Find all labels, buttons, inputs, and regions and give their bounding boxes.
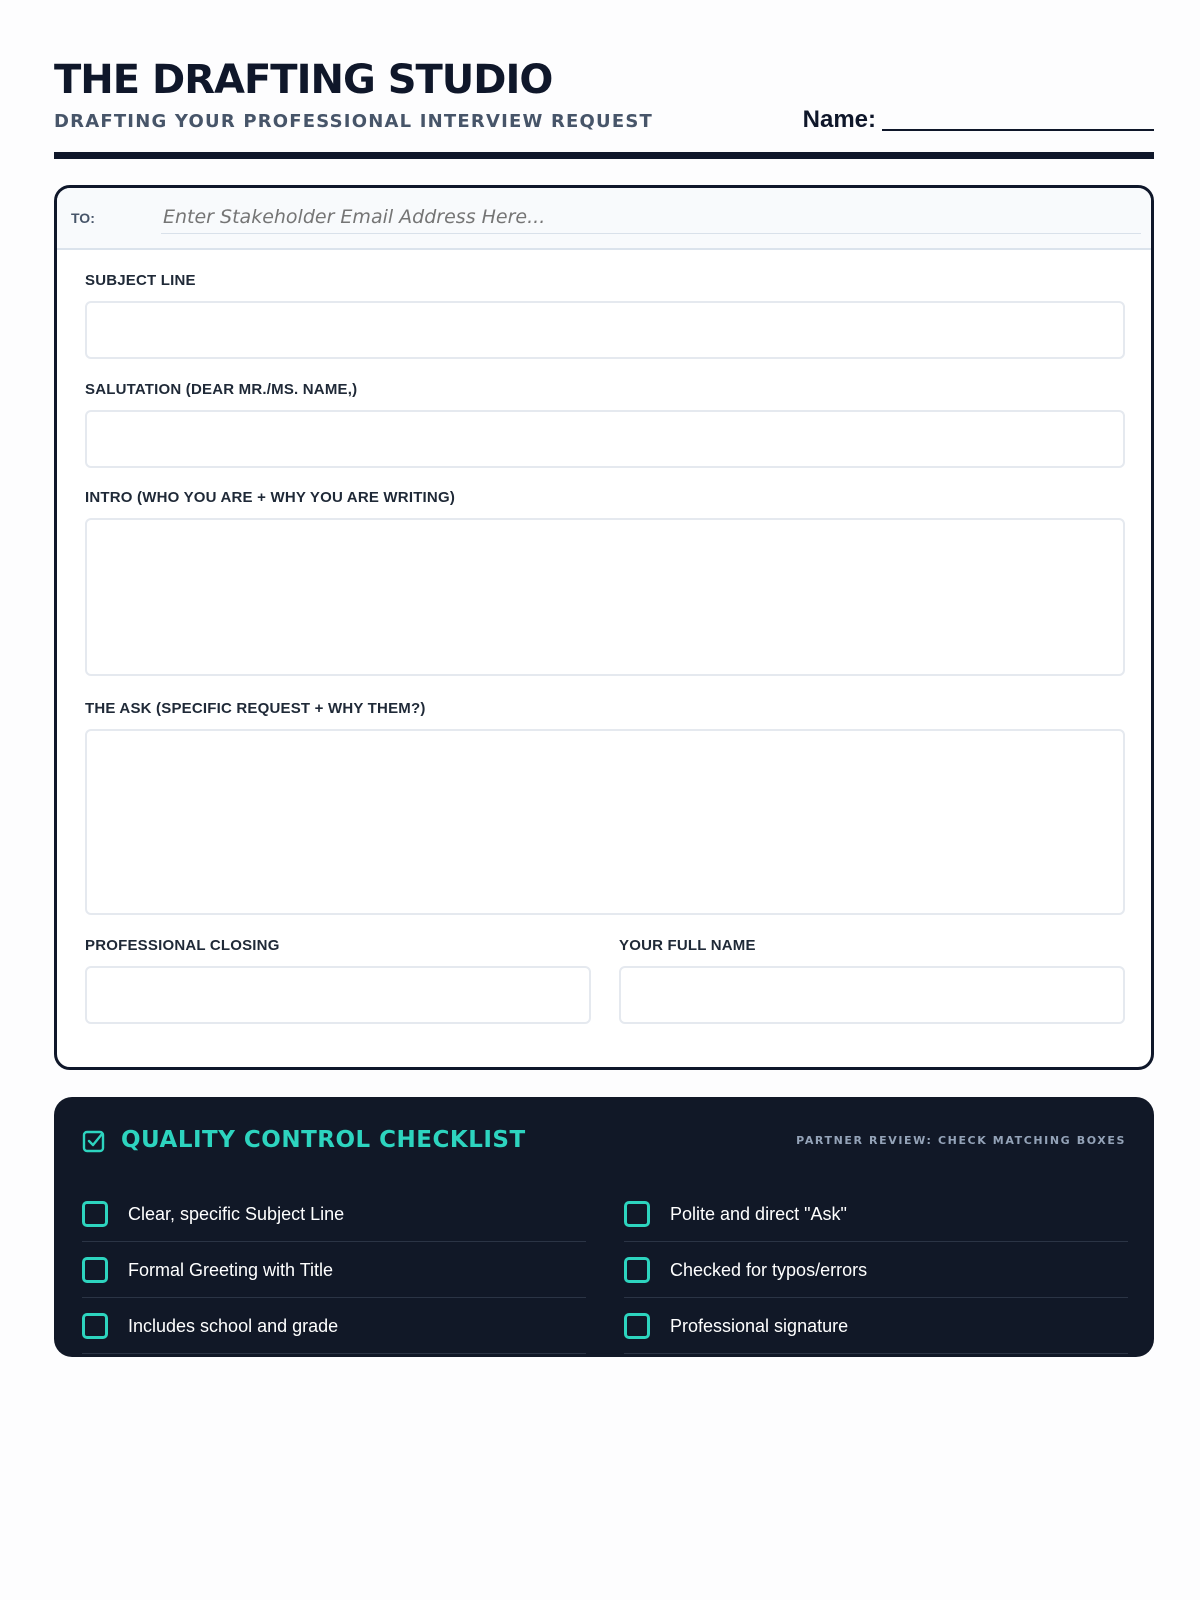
subject-input[interactable] — [85, 301, 1125, 359]
intro-label: INTRO (WHO YOU ARE + WHY YOU ARE WRITING) — [85, 489, 456, 506]
checklist-item-label: Clear, specific Subject Line — [128, 1203, 345, 1224]
checkbox[interactable] — [82, 1313, 108, 1339]
checkbox[interactable] — [624, 1257, 650, 1283]
checklist-item[interactable] — [624, 1299, 1128, 1354]
checklist-item[interactable] — [82, 1187, 586, 1242]
subject-label: SUBJECT LINE — [85, 272, 196, 289]
header-divider — [54, 152, 1154, 159]
checkbox[interactable] — [624, 1313, 650, 1339]
checkbox[interactable] — [624, 1201, 650, 1227]
email-draft-card — [54, 185, 1154, 1070]
checklist-item-label: Checked for typos/errors — [670, 1259, 868, 1280]
checklist-title: QUALITY CONTROL CHECKLIST — [121, 1127, 526, 1153]
intro-textarea[interactable] — [85, 518, 1125, 676]
checklist-item[interactable] — [82, 1243, 586, 1298]
page-title: THE DRAFTING STUDIO — [54, 57, 553, 103]
page-subtitle: DRAFTING YOUR PROFESSIONAL INTERVIEW REQUEST — [54, 111, 653, 132]
checklist-item-label: Formal Greeting with Title — [128, 1259, 334, 1280]
checklist-item-label: Includes school and grade — [128, 1315, 339, 1336]
ask-textarea[interactable] — [85, 729, 1125, 915]
checklist-note: PARTNER REVIEW: CHECK MATCHING BOXES — [796, 1134, 1126, 1147]
page-header — [54, 56, 1154, 160]
checkbox-checked-icon — [82, 1129, 106, 1153]
closing-label: PROFESSIONAL CLOSING — [85, 937, 280, 954]
checklist-item[interactable] — [624, 1187, 1128, 1242]
ask-label: THE ASK (SPECIFIC REQUEST + WHY THEM?) — [85, 700, 426, 717]
name-blank-line[interactable] — [882, 129, 1154, 131]
checkbox[interactable] — [82, 1201, 108, 1227]
quality-checklist-panel — [54, 1097, 1154, 1357]
checkbox[interactable] — [82, 1257, 108, 1283]
checklist-item-label: Professional signature — [670, 1315, 849, 1336]
name-label: Name: — [802, 106, 876, 133]
student-name-field — [803, 106, 1154, 134]
salutation-label: SALUTATION (DEAR MR./MS. NAME,) — [85, 381, 358, 398]
salutation-input[interactable] — [85, 410, 1125, 468]
to-bar — [57, 188, 1151, 250]
to-label: TO: — [71, 210, 95, 226]
closing-input[interactable] — [85, 966, 591, 1024]
full-name-input[interactable] — [619, 966, 1125, 1024]
checklist-item[interactable] — [82, 1299, 586, 1354]
checklist-item-label: Polite and direct "Ask" — [670, 1203, 847, 1224]
to-email-input[interactable] — [161, 200, 1141, 234]
checklist-item[interactable] — [624, 1243, 1128, 1298]
full-name-label: YOUR FULL NAME — [619, 937, 756, 954]
